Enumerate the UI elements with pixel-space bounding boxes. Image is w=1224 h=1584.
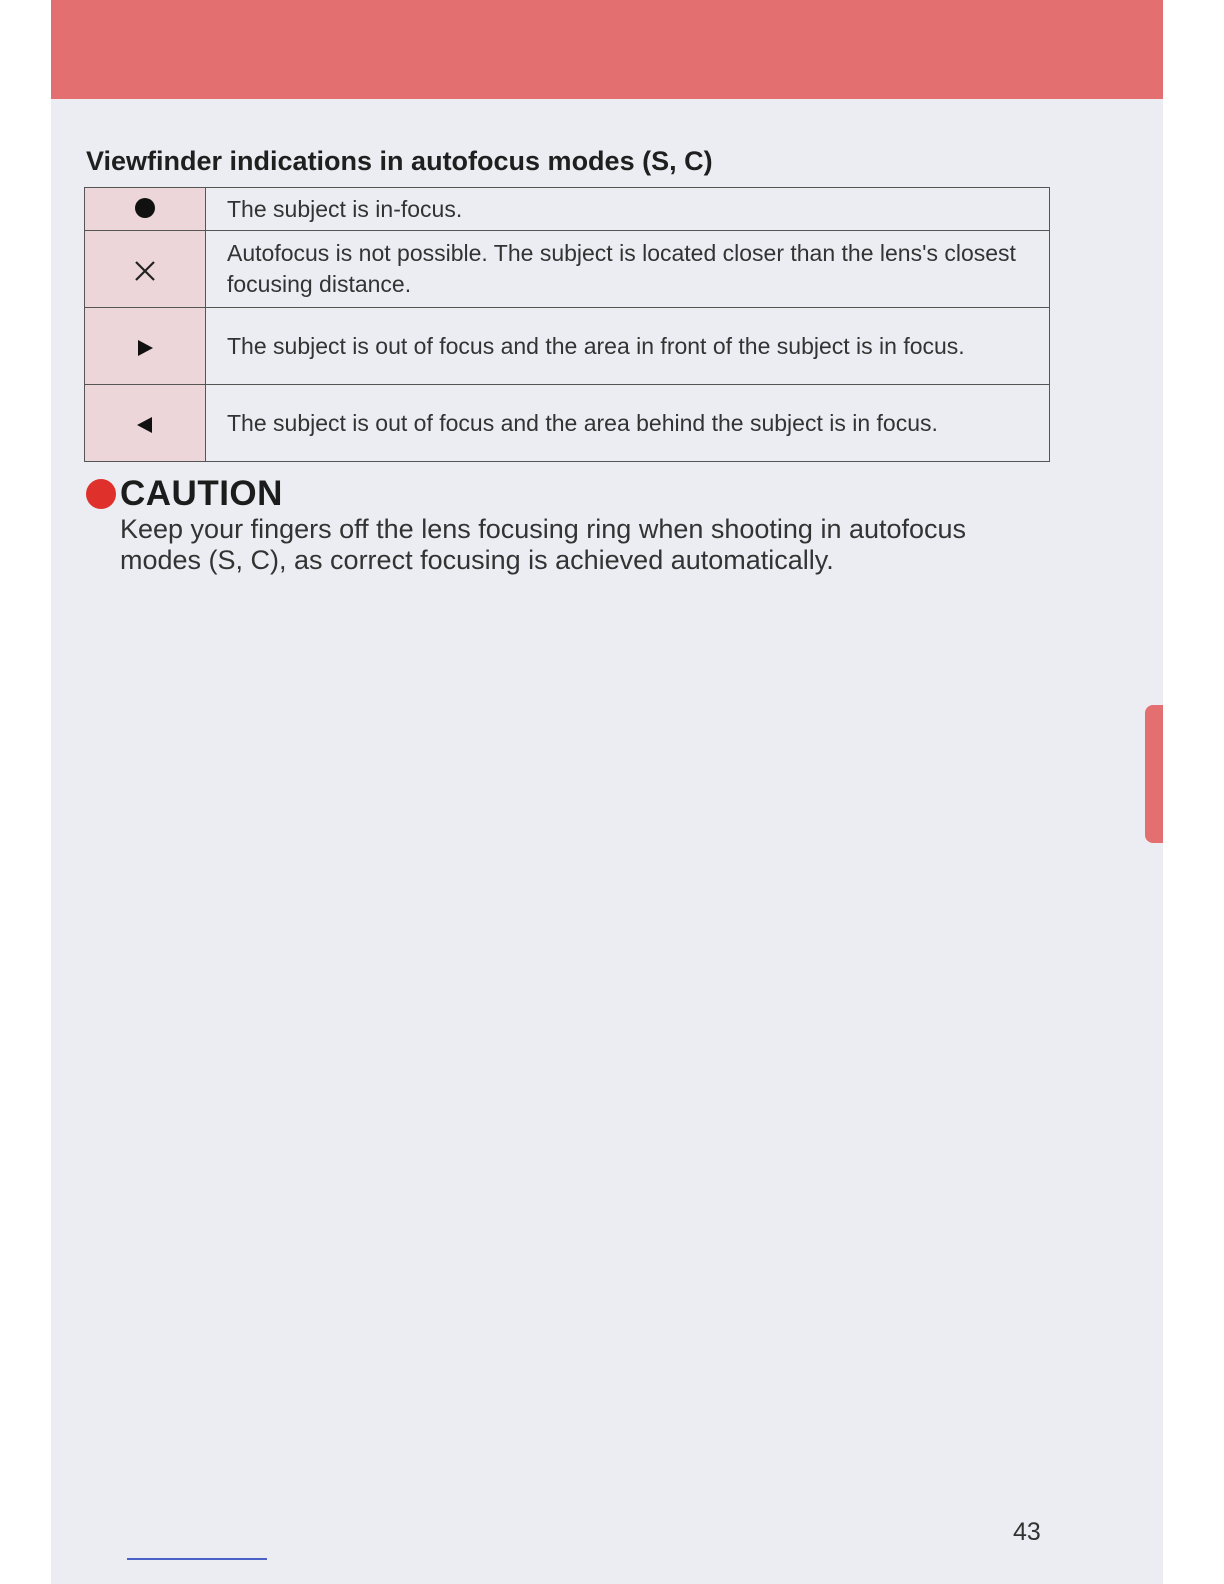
description-cell: The subject is in-focus. [206, 188, 1050, 231]
filled-circle-icon [135, 198, 155, 218]
symbol-cell [85, 385, 206, 462]
symbol-cell [85, 231, 206, 308]
left-triangle-icon [135, 415, 155, 435]
caution-label: CAUTION [120, 474, 283, 513]
table-row [85, 385, 1050, 462]
description-cell: The subject is out of focus and the area in front of the subject is in focus. [206, 308, 1050, 385]
caution-text: Keep your fingers off the lens focusing ring when shooting in autofocus modes (S, C), as correct focusing is achieved automatically. [120, 514, 967, 575]
caution-bullet-icon [86, 479, 116, 509]
page-number: 43 [1013, 1518, 1041, 1546]
bottom-rule [127, 1558, 267, 1560]
table-row [85, 231, 1050, 308]
section-title: Viewfinder indications in autofocus modes (S, C) [86, 146, 713, 176]
description-cell: The subject is out of focus and the area behind the subject is in focus. [206, 385, 1050, 462]
section-thumb-tab [1145, 705, 1163, 843]
description-cell: Autofocus is not possible. The subject is located closer than the lens's closest focusing distance. [206, 231, 1050, 308]
symbol-cell [85, 188, 206, 231]
header-color-band [51, 0, 1163, 99]
viewfinder-indications-table [84, 187, 1050, 462]
symbol-cell [85, 308, 206, 385]
table-row [85, 188, 1050, 231]
right-triangle-icon [135, 338, 155, 358]
cross-icon [134, 260, 156, 282]
table-row [85, 308, 1050, 385]
caution-heading [86, 474, 283, 514]
